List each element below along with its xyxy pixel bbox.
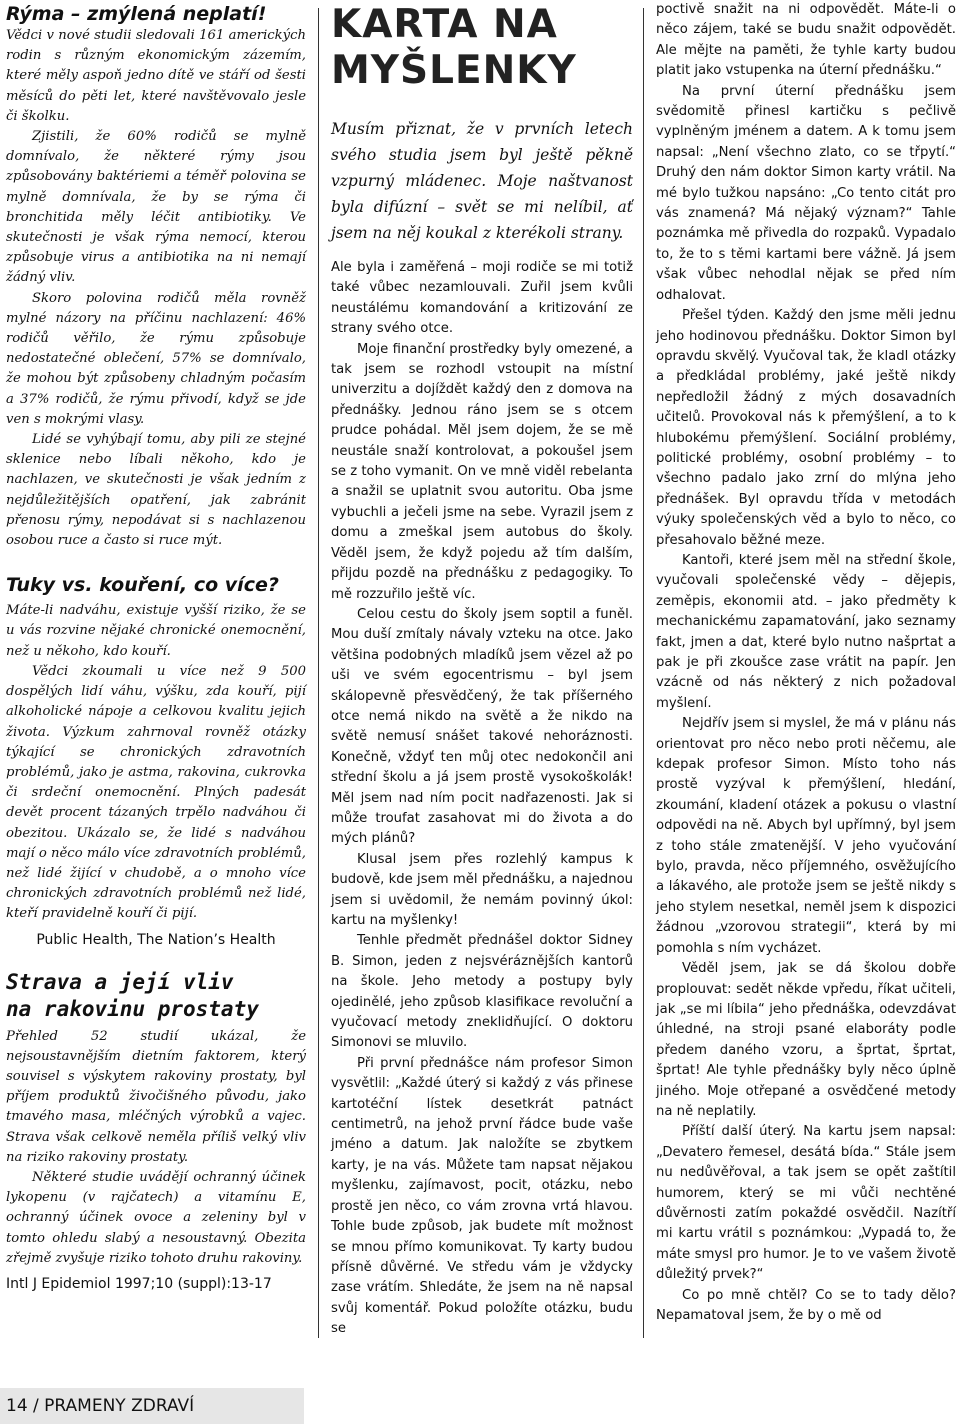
paragraph: Klusal jsem přes rozlehlý kampus k budově, kde jsem měl přednášku, a najednou jsem si uvědomil, že nemám povinný úkol: kartu na myšlenky! xyxy=(331,851,633,928)
paragraph: poctivě snažit na ni odpovědět. Máte-li o něco zájem, také se budu snažit odpovědět. Ale mějte na paměti, že tyhle karty budou platit jako vstupenka na úterní přednášku.“ xyxy=(656,2,956,79)
paragraph: Přešel týden. Každý den jsme měli jednu jeho hodinovou přednášku. Doktor Simon byl opravdu skvělý. Vyučoval tak, že kladl otázky a předkládal problémy, jaké ještě nikdy nepředložil žádný z mých dosavadních učitelů. Provokoval nás k přemýšlení, a to k hlubokému přemýšlení. Sociální problémy, politické problémy, osobní problémy – to všechno padalo jako zrní do mlýna jeho přednášek. Byl opravdu třída v metodách výuky společenských věd a bylo to něco, co přesahovalo běžné meze. xyxy=(656,308,956,548)
source-citation: Public Health, The Nation’s Health xyxy=(36,931,276,948)
column-2 xyxy=(331,0,633,1340)
paragraph: Příští další úterý. Na kartu jsem napsal: „Devatero řemesel, desátá bída.“ Stále jsem nu nedůvěřoval, a tak jsem se opět zaštítil humorem, který se mi vůči nechtěné důvěrnosti zatím pokaždé osvědčil. Nazítří mi kartu vrátil s poznámkou: „Vypadá to, že máte smysl pro humor. Je to ve vašem životě důležitý prvek?“ xyxy=(656,1124,956,1283)
article-title-fat-vs-smoking: Tuky vs. kouření, co více? xyxy=(6,574,279,597)
paragraph: Ale byla i zaměřená – moji rodiče se mi totiž také vůbec nezamlouvali. Zuřil jsem kvůli neustálému komandování a kritizování ze strany svého otce. xyxy=(331,260,633,337)
source-citation: Intl J Epidemiol 1997;10 (suppl):13-17 xyxy=(6,1275,272,1292)
article-title-colds: Rýma – zmýlená neplatí! xyxy=(6,3,267,25)
paragraph: Věděl jsem, jak se dá školou dobře proplouvat: sedět někde vpředu, říkat učiteli, jak „se mi líbila“ jeho přednáška, odevzdávat úhledné, na stroji psané elaboráty podle předem daného vzoru, a šprtat, šprtat, šprtat! Ale tyhle přednášky byly něco úplně jiného. Moje otřepané a osvědčené metody na ně neplatily. xyxy=(656,961,956,1119)
column-divider xyxy=(318,8,319,1338)
page-footer: 14 / PRAMENY ZDRAVÍ xyxy=(0,1388,304,1424)
paragraph: Při první přednášce nám profesor Simon vysvětlil: „Každé úterý si každý z vás přinese kartotéční lístek desetkrát patnáct centimetrů, na jehož první řádce bude vaše jméno a datum. Jak naložíte se zbytkem karty, je na vás. Můžete tam napsat nějakou myšlenku, zajímavost, pocit, otázku, nebo prostě jen něco, co vám zrovna vrtá hlavou. Tohle bude způsob, jak budete mít možnost se mnou přímo komunikovat. Ty karty budou přísně důvěrné. Ve středu vám je vždycky zase vrátím. Shledáte, že jsem na ně napsal svůj komentář. Pokud položíte otázku, budu se xyxy=(331,1055,633,1337)
paragraph: Kantoři, které jsem měl na střední škole, vyučovali společenské vědy – dějepis, zeměpis, ekonomii atd. – jako předměty k mechanickému zapamatování, jako seznamy fakt, jmen a dat, které bylo nutno našprtat a pak je při zkoušce zase vrátit na papír. Jen vzácně od nás některý z nich požadoval myšlení. xyxy=(656,552,956,711)
article-title-prostate: Strava a její vliv na rakovinu prostaty xyxy=(6,969,259,1021)
column-divider xyxy=(643,8,644,1338)
paragraph: Moje finanční prostředky byly omezené, a tak jsem se rozhodl vstoupit na místní univerzitu a dojíždět každý den z domova na přednášky. Jednou ráno jsem se s otcem prudce pohádal. Měl jsem dojem, že se mě neustále snaží kontrolovat, a pokoušel jsem se z toho vymanit. On ve mně viděl rebelanta a snažil se uplatnit svou autoritu. Oba jsme vybuchli a ječeli jsme na sebe. Vyrazil jsem z domu a zmeškal jsem autobus do školy. Věděl jsem, že když pojedu až tím dalším, přijdu pozdě na přednášku z pedagogiky. To mě rozzuřilo ještě víc. xyxy=(331,341,633,602)
paragraph: Nejdřív jsem si myslel, že má v plánu nás orientovat pro něco nebo proti něčemu, ale kdepak profesor Simon. Místo toho nás prostě vyzýval k přemýšlení, hledání, zkoumání, kladení otázek a pokusu o vlastní odpovědi na ně. Abych byl upřímný, byl jsem z toho stále zmatenější. V jeho vyučování bylo, pravda, něco příjemného, osvěžujícího a lákavého, ale protože jsem se ještě nikdy s jeho stylem nesetkal, neměl jsem k dispozici žádnou „vzorovou strategii“, která by mi pomohla s ním vycházet. xyxy=(656,716,956,956)
paragraph: Zjistili, že 60% rodičů se mylně domnívalo, že některé rýmy jsou způsobovány baktériemi a téměř polovina se mylně domnívala, že by se rýma či bronchitida měly léčit antibiotiky. Ve skutečnosti je však rýma nemocí, kterou způsobuje virus a antibiotika na ni nemají žádný vliv. xyxy=(6,129,306,286)
paragraph: Na první úterní přednášku jsem svědomitě přinesl kartičku s pečlivě vyplněným jménem a datem. A k tomu jsem napsal: „Není všechno zlato, co se třpytí.“ Druhý den nám doktor Simon karty vrátil. Na mé bylo tužkou napsáno: „Co tento citát pro vás znamená? Má nějaký význam?“ Tahle poznámka mě přivedla do rozpaků. Vypadalo to, že to s těmi kartami bere vážně. Já jsem však vůbec nehodlal nějak se před ním odhalovat. xyxy=(656,83,956,303)
story-lead: Musím přiznat, že v prvních letech svého studia jsem byl ještě pěkně vzpurný mládenec. Moje naštvanost byla difúzní – svět se mi nelíbil, ať jsem na něj koukal z kterékoli strany. xyxy=(331,120,633,242)
paragraph: Skoro polovina rodičů měla rovněž mylné názory na příčinu nachlazení: 46% rodičů věřilo, že rýmu způsobuje nedostatečné oblečení, 57% se domnívalo, že mohou být způsobeny chladným počasím a 37% rodičů, že rýmu přivodí, když se jde ven s mokrými vlasy. xyxy=(6,290,306,427)
paragraph: Tenhle předmět přednášel doktor Sidney B. Simon, jeden z nejsvéráznějších kantorů na škole. Jeho metody a postupy byly ojedinělé, jeho způsob klasifikace revoluční a vyučovací metody zneklidňující. O doktoru Simonovi se mluvilo. xyxy=(331,933,633,1051)
story-title: KARTA NA MYŠLENKY xyxy=(331,2,577,93)
paragraph: Vědci v nové studii sledovali 161 amerických rodin s různým ekonomickým zázemím, které měly aspoň jedno dítě ve stáří od šesti měsíců do pěti let, které navštěvovalo jesle či školku. xyxy=(6,28,306,124)
paragraph: Vědci zkoumali u více než 9 500 dospělých lidí váhu, výšku, zda kouří, pijí alkoholické nápoje a celkovou kvalitu jejich života. Výzkum zahrnoval rovněž otázky týkající se chronických zdravotních problémů, jako je astma, rakovina, cukrovka či srdeční onemocnění. Plných padesát devět procent tázaných trpělo nadváhou či obezitou. Ukázalo se, že lidé s nadváhou mají o něco málo více zdravotních problémů, než lidé žijící v chudobě, a o mnoho více chronických zdravotních problémů než lidé, kteří pravidelně kouří či pijí. xyxy=(6,663,306,922)
paragraph: Máte-li nadváhu, existuje vyšší riziko, že se u vás rozvine nějaké chronické onemocnění, než u někoho, kdo kouří. xyxy=(6,603,306,659)
paragraph: Celou cestu do školy jsem soptil a funěl. Mou duší zmítaly návaly vzteku na otce. Jako většina podobných mladíků jsem vězel až po uši ve svém egocentrismu – byl jsem skálopevně přesvědčený, že tak příšerného otce nemá nikdo na světě a že nikdo na světě nemusí snášet takové nehoráznosti. Konečně, vždyť ten můj otec nedokončil ani střední školu a já jsem prostě vysokoškolák! Měl jsem nad ním pocit nadřazenosti. Jak si může troufat zasahovat mi do života a do mých plánů? xyxy=(331,606,633,847)
column-3 xyxy=(656,0,956,1326)
column-1 xyxy=(6,0,306,1295)
paragraph: Lidé se vyhýbají tomu, aby pili ze stejné sklenice nebo líbali někoho, kdo je nachlazen, ve skutečnosti je však jedním z nejdůležitějších opatření, jak zabránit přenosu rýmy, nepodávat si s nachlazenou osobou ruce a často si ruce mýt. xyxy=(6,432,306,549)
paragraph: Některé studie uvádějí ochranný účinek lykopenu (v rajčatech) a vitamínu E, ochranný účinek ovoce a zeleniny byl v tomto ohledu slabý a nesoustavný. Obezita zřejmě zvyšuje riziko tohoto druhu rakoviny. xyxy=(6,1169,306,1266)
paragraph: Přehled 52 studií ukázal, že nejsoustavnějším dietním faktorem, který souvisel s výskytem rakoviny prostaty, byl příjem produktů živočišného původu, jako tmavého masa, mléčných výrobků a vajec. Strava však celkově neměla příliš velký vliv na riziko rakoviny prostaty. xyxy=(6,1028,306,1165)
paragraph: Co po mně chtěl? Co se to tady dělo? Nepamatoval jsem, že by o mě od xyxy=(656,1287,956,1323)
